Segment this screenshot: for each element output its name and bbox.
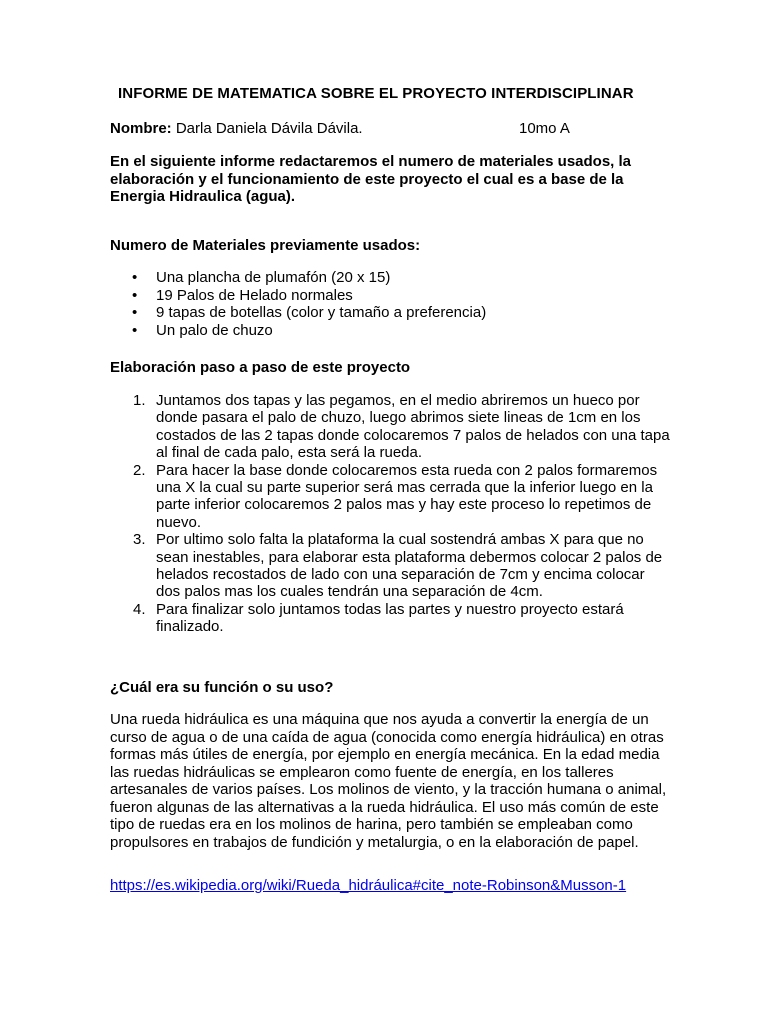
step-number: 3. [133, 531, 146, 549]
bullet-icon: • [132, 286, 138, 304]
material-text: Una plancha de plumafón (20 x 15) [156, 269, 391, 286]
step-number: 4. [133, 600, 146, 618]
step-text: Para finalizar solo juntamos todas las partes y nuestro proyecto estará finalizado. [156, 600, 624, 636]
material-text: 9 tapas de botellas (color y tamaño a preferencia) [156, 304, 487, 321]
bullet-icon: • [132, 304, 138, 321]
list-item [110, 287, 486, 305]
step-text: Por ultimo solo falta la plataforma la cual sostendrá ambas X para que no sean inestables, para elaborar esta plataforma debermos colocar 2 palos de helados recostados de lado con una separación de 7cm y encima colocar dos palos mas los cuales tendrán una separación de 4cm. [156, 531, 663, 601]
list-item [110, 462, 670, 532]
materials-list [110, 269, 486, 339]
list-item [110, 304, 486, 322]
steps-list [110, 392, 670, 636]
bullet-icon: • [132, 269, 138, 286]
list-item [110, 531, 670, 601]
list-item [110, 269, 486, 287]
step-number: 1. [133, 392, 146, 409]
question-heading: ¿Cuál era su función o su uso? [110, 679, 334, 696]
list-item [110, 392, 670, 462]
answer-paragraph: Una rueda hidráulica es una máquina que nos ayuda a convertir la energía de un curso de agua o de una caída de agua (conocida como energía hidráulica) en otras formas más útiles de energía, por ejemplo en energía mecánica. En la edad media las ruedas hidráulicas se emplearon como fuente de energía, en los talleres artesanales de varios países. Los molinos de viento, y la tracción humana o animal, fueron algunas de las alternativas a la rueda hidráulica. El uso más común de este tipo de ruedas era en los molinos de harina, pero también se empleaban como propulsores en trabajos de fundición y metalurgia, o en la elaboración de papel. [110, 711, 667, 851]
step-text: Juntamos dos tapas y las pegamos, en el medio abriremos un hueco por donde pasara el palo de chuzo, luego abrimos siete lineas de 1cm en los costados de las 2 tapas donde colocaremos 7 palos de helados con una tapa al final de cada palo, esta será la rueda. [156, 392, 670, 462]
student-grade: 10mo A [519, 120, 570, 137]
material-text: 19 Palos de Helado normales [156, 286, 353, 304]
steps-heading: Elaboración paso a paso de este proyecto [110, 359, 411, 376]
materials-heading: Numero de Materiales previamente usados: [110, 237, 421, 254]
step-number: 2. [133, 461, 146, 479]
material-text: Un palo de chuzo [156, 321, 273, 339]
intro-paragraph: En el siguiente informe redactaremos el numero de materiales usados, la elaboración y el funcionamiento de este proyecto el cual es a base de la Energia Hidraulica (agua). [110, 153, 632, 205]
bullet-icon: • [132, 321, 138, 339]
list-item [110, 601, 670, 636]
student-info-line [110, 120, 670, 137]
name-label: Nombre: [110, 120, 172, 137]
list-item [110, 322, 486, 340]
document-title: INFORME DE MATEMATICA SOBRE EL PROYECTO INTERDISCIPLINAR [118, 85, 634, 102]
student-name: Darla Daniela Dávila Dávila. [171, 120, 363, 137]
step-text: Para hacer la base donde colocaremos esta rueda con 2 palos formaremos una X la cual su parte superior será mas cerrada que la inferior luego en la parte inferior colocaremos 2 palos mas y hay este proceso lo repetimos de nuevo. [156, 461, 658, 531]
wikipedia-source-link[interactable]: https://es.wikipedia.org/wiki/Rueda_hidráulica#cite_note-Robinson&Musson-1 [110, 877, 627, 894]
